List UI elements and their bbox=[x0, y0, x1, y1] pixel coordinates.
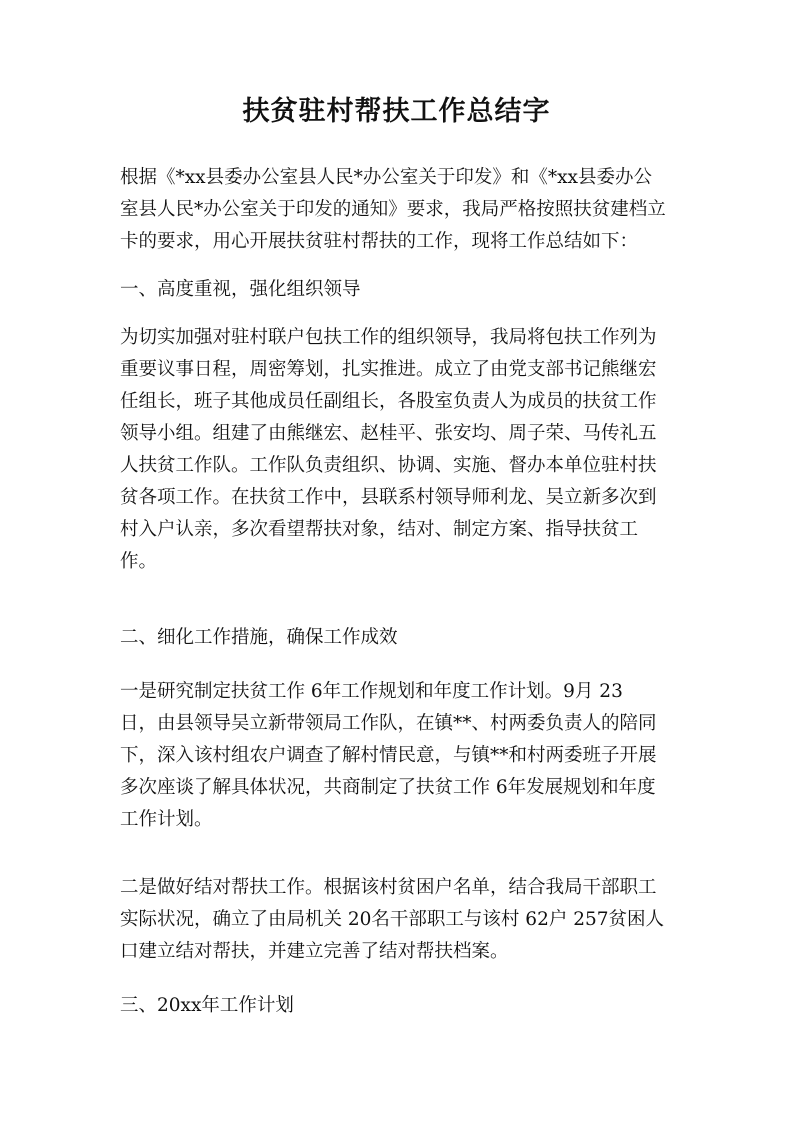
section2-para1-line: 一是研究制定扶贫工作 6年工作规划和年度工作计划。9月 23 bbox=[120, 681, 623, 702]
section1-line: 重要议事日程，周密筹划，扎实推进。成立了由党支部书记熊继宏 bbox=[120, 359, 657, 380]
intro-line: 根据《*xx县委办公室县人民*办公室关于印发》和《*xx县委办公 bbox=[120, 167, 652, 188]
section2-para1-line: 多次座谈了解具体状况，共商制定了扶贫工作 6年发展规划和年度 bbox=[120, 777, 656, 798]
section1-line: 村入户认亲，多次看望帮扶对象，结对、制定方案、指导扶贫工 bbox=[120, 519, 639, 540]
section1-line: 任组长，班子其他成员任副组长，各股室负责人为成员的扶贫工作 bbox=[120, 391, 657, 412]
section2-paragraph-2 bbox=[120, 872, 680, 968]
section2-para1-line: 下，深入该村组农户调查了解村情民意，与镇**和村两委班子开展 bbox=[120, 745, 657, 766]
section2-paragraph-1 bbox=[120, 676, 680, 836]
intro-paragraph bbox=[120, 162, 680, 258]
section2-para2-line: 二是做好结对帮扶工作。根据该村贫困户名单，结合我局干部职工 bbox=[120, 877, 657, 898]
section2-heading: 二、细化工作措施，确保工作成效 bbox=[120, 627, 398, 648]
section1-heading: 一、高度重视，强化组织领导 bbox=[120, 279, 361, 300]
intro-line: 室县人民*办公室关于印发的通知》要求，我局严格按照扶贫建档立 bbox=[120, 199, 666, 220]
section2-para1-line: 日，由县领导吴立新带领局工作队，在镇**、村两委负责人的陪同 bbox=[120, 713, 657, 734]
document-title: 扶贫驻村帮扶工作总结字 bbox=[242, 96, 551, 127]
section2-para1-line: 工作计划。 bbox=[120, 809, 213, 830]
section2-para2-line: 实际状况，确立了由局机关 20名干部职工与该村 62户 257贫困人 bbox=[120, 909, 665, 930]
section2-para2-line: 口建立结对帮扶，并建立完善了结对帮扶档案。 bbox=[120, 941, 509, 962]
section3-heading: 三、20xx年工作计划 bbox=[120, 995, 294, 1016]
section1-line: 贫各项工作。在扶贫工作中，县联系村领导师利龙、吴立新多次到 bbox=[120, 487, 657, 508]
section1-line: 为切实加强对驻村联户包扶工作的组织领导，我局将包扶工作列为 bbox=[120, 327, 657, 348]
intro-line: 卡的要求，用心开展扶贫驻村帮扶的工作，现将工作总结如下： bbox=[120, 231, 639, 252]
section1-line: 作。 bbox=[120, 551, 158, 572]
section1-line: 人扶贫工作队。工作队负责组织、协调、实施、督办本单位驻村扶 bbox=[120, 455, 657, 476]
section1-line: 领导小组。组建了由熊继宏、赵桂平、张安均、周子荣、马传礼五 bbox=[120, 423, 657, 444]
section1-paragraph bbox=[120, 322, 680, 578]
